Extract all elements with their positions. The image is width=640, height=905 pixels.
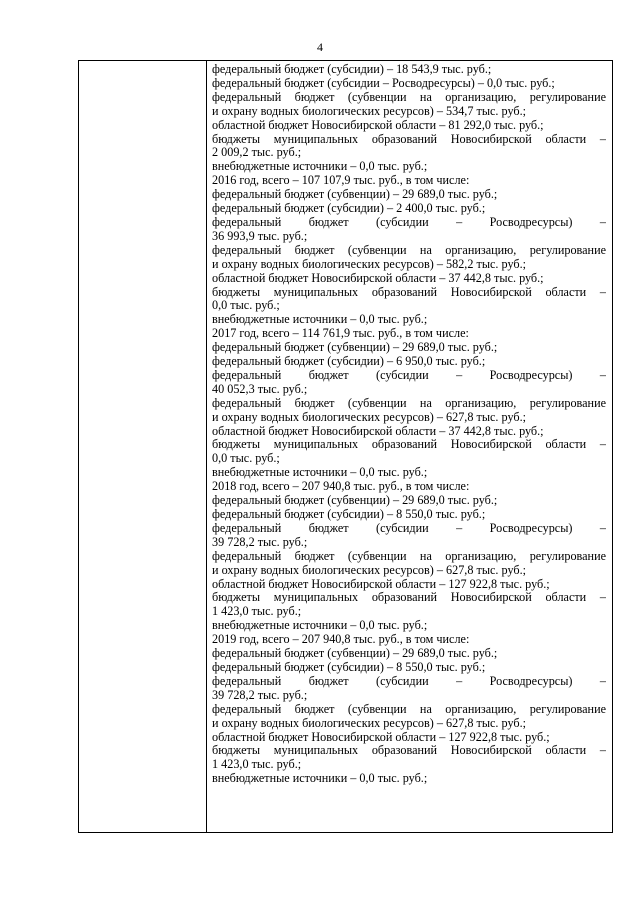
text-line: федеральный бюджет (субвенции на организацию, регулирование <box>212 702 606 716</box>
text-line: 2016 год, всего – 107 107,9 тыс. руб., в том числе: <box>212 174 470 188</box>
text-line: федеральный бюджет (субвенции на организацию, регулирование <box>212 90 606 104</box>
text-line: федеральный бюджет (субвенции) – 29 689,0 тыс. руб.; <box>212 494 498 508</box>
text-line: областной бюджет Новосибирской области – 37 442,8 тыс. руб.; <box>212 271 544 285</box>
table-cell-content <box>207 61 613 833</box>
text-line: бюджеты муниципальных образований Новосибирской области – <box>212 591 606 605</box>
text-line: федеральный бюджет (субвенции на организацию, регулирование <box>212 396 606 410</box>
text-line: внебюджетные источники – 0,0 тыс. руб.; <box>212 466 428 480</box>
text-line: внебюджетные источники – 0,0 тыс. руб.; <box>212 619 428 633</box>
text-line: 0,0 тыс. руб.; <box>212 299 280 313</box>
text-line: областной бюджет Новосибирской области – 127 922,8 тыс. руб.; <box>212 730 550 744</box>
text-line: федеральный бюджет (субвенции) – 29 689,0 тыс. руб.; <box>212 647 498 661</box>
text-line: внебюджетные источники – 0,0 тыс. руб.; <box>212 313 428 327</box>
text-line: и охрану водных биологических ресурсов) – 627,8 тыс. руб.; <box>212 716 527 730</box>
text-line: 2 009,2 тыс. руб.; <box>212 146 302 160</box>
text-line: федеральный бюджет (субсидии) – 6 950,0 тыс. руб.; <box>212 355 486 369</box>
text-line: областной бюджет Новосибирской области – 81 292,0 тыс. руб.; <box>212 118 544 132</box>
text-line: федеральный бюджет (субсидии – Росводресурсы) – <box>212 674 606 688</box>
text-line: федеральный бюджет (субсидии) – 2 400,0 тыс. руб.; <box>212 202 486 216</box>
text-line: федеральный бюджет (субвенции) – 29 689,0 тыс. руб.; <box>212 341 498 355</box>
text-line: и охрану водных биологических ресурсов) – 582,2 тыс. руб.; <box>212 257 527 271</box>
text-line: федеральный бюджет (субсидии – Росводресурсы) – <box>212 521 606 535</box>
table-cell-label <box>79 61 207 833</box>
text-line: 39 728,2 тыс. руб.; <box>212 535 308 549</box>
text-line: и охрану водных биологических ресурсов) – 534,7 тыс. руб.; <box>212 104 527 118</box>
text-line: федеральный бюджет (субвенции на организацию, регулирование <box>212 243 606 257</box>
text-line: бюджеты муниципальных образований Новосибирской области – <box>212 285 606 299</box>
text-line: федеральный бюджет (субвенции на организацию, регулирование <box>212 549 606 563</box>
text-line: федеральный бюджет (субвенции) – 29 689,0 тыс. руб.; <box>212 188 498 202</box>
text-line: и охрану водных биологических ресурсов) – 627,8 тыс. руб.; <box>212 563 527 577</box>
text-line: 1 423,0 тыс. руб.; <box>212 605 302 619</box>
text-line: 40 052,3 тыс. руб.; <box>212 382 308 396</box>
page-number: 4 <box>317 40 323 54</box>
text-line: федеральный бюджет (субсидии) – 18 543,9 тыс. руб.; <box>212 63 492 76</box>
text-line: и охрану водных биологических ресурсов) – 627,8 тыс. руб.; <box>212 410 527 424</box>
funding-text-block <box>207 61 612 786</box>
table-row <box>79 61 613 833</box>
text-line: 2017 год, всего – 114 761,9 тыс. руб., в том числе: <box>212 327 469 341</box>
funding-table <box>78 60 613 833</box>
text-line: 2019 год, всего – 207 940,8 тыс. руб., в том числе: <box>212 633 470 647</box>
text-line: бюджеты муниципальных образований Новосибирской области – <box>212 132 606 146</box>
text-line: 2018 год, всего – 207 940,8 тыс. руб., в том числе: <box>212 480 470 494</box>
text-line: федеральный бюджет (субсидии) – 8 550,0 тыс. руб.; <box>212 508 486 521</box>
text-line: федеральный бюджет (субсидии – Росводресурсы) – <box>212 215 606 229</box>
text-line: бюджеты муниципальных образований Новосибирской области – <box>212 438 606 452</box>
text-line: 0,0 тыс. руб.; <box>212 452 280 466</box>
text-line: федеральный бюджет (субсидии – Росводресурсы) – 0,0 тыс. руб.; <box>212 76 555 90</box>
text-line: федеральный бюджет (субсидии – Росводресурсы) – <box>212 368 606 382</box>
text-line: 1 423,0 тыс. руб.; <box>212 758 302 772</box>
text-line: областной бюджет Новосибирской области – 37 442,8 тыс. руб.; <box>212 424 544 438</box>
text-line: внебюджетные источники – 0,0 тыс. руб.; <box>212 160 428 174</box>
text-line: областной бюджет Новосибирской области – 127 922,8 тыс. руб.; <box>212 577 550 591</box>
text-line: бюджеты муниципальных образований Новосибирской области – <box>212 744 606 758</box>
text-line: внебюджетные источники – 0,0 тыс. руб.; <box>212 772 428 786</box>
text-line: 39 728,2 тыс. руб.; <box>212 688 308 702</box>
text-line: федеральный бюджет (субсидии) – 8 550,0 тыс. руб.; <box>212 660 486 674</box>
text-line: 36 993,9 тыс. руб.; <box>212 229 308 243</box>
